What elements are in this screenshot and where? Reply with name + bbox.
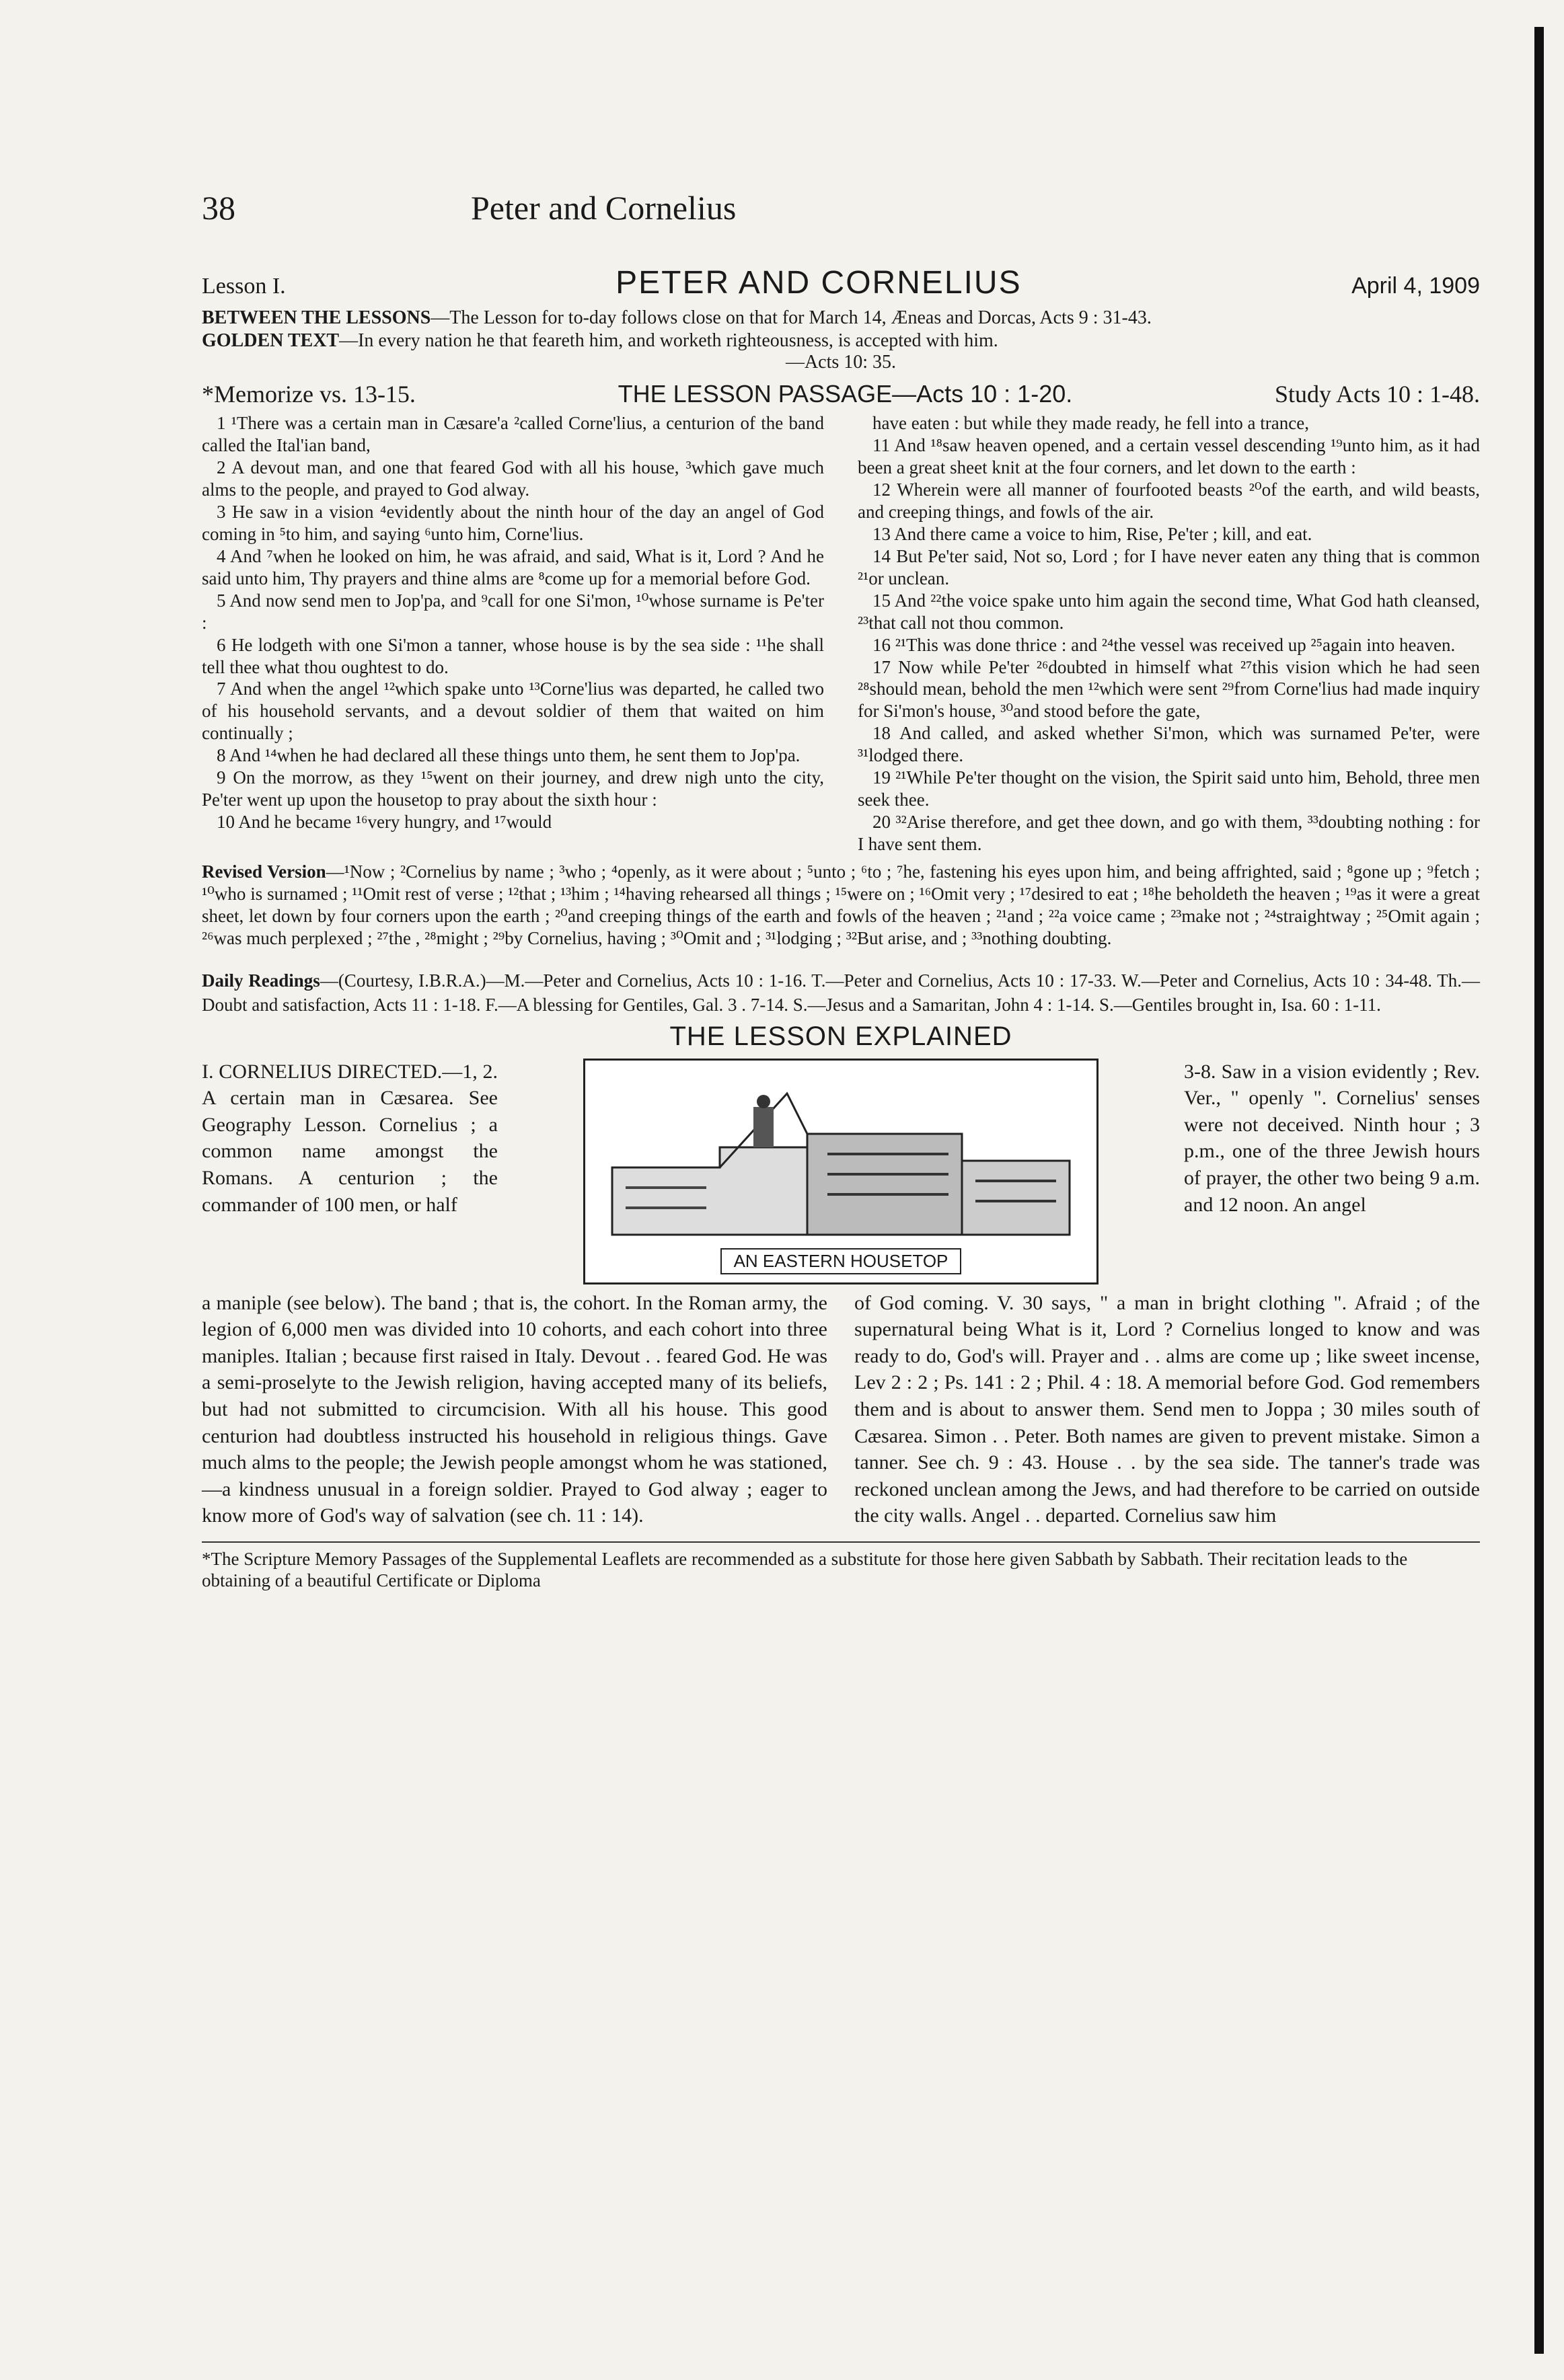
explained-right-bottom: of God coming. V. 30 says, " a man in bright clothing ". Afraid ; of the supernatural being What is it, Lord ? Cornelius longed to know and was ready to do, God's will. Prayer and . . alms are come up ; like sweet incense, Lev 2 : 2 ; Ps. 141 : 2 ; Phil. 4 : 18. A memorial before God. God remembers them and is about to answer them. Send men to Joppa ; 30 miles south of Cæsarea. Simon . . Peter. Both names are given to prevent mistake. Simon a tanner. See ch. 9 : 43. House . . by the sea side. The tanner's trade was reckoned unclean among the Jews, and had therefore to be carried on outside the city walls. Angel . . departed. Cornelius saw him (854, 1291, 1480, 1527)
explained-columns (202, 1290, 1480, 1529)
verse: 13 And there came a voice to him, Rise, Pe'ter ; kill, and eat. (872, 523, 1312, 544)
explained-top (202, 1059, 1480, 1290)
lesson-title: PETER AND CORNELIUS (616, 265, 1022, 301)
daily-label: Daily Readings (202, 970, 320, 991)
daily-text: —(Courtesy, I.B.R.A.)—M.—Peter and Cornelius, Acts 10 : 1-16. T.—Peter and Cornelius, Acts 10 : 17-33. W.—Peter and Cornelius, Acts 10 : 34-48. Th.—Doubt and satisfaction, Acts 11 : 1-18. F.—A blessing for Gentiles, Gal. 3 . 7-14. S.—Jesus and a Samaritan, John 4 : 1-14. S.—Gentiles brought in, Isa. 60 : 1-11. (202, 970, 1480, 1015)
golden-text-body: —In every nation he that feareth him, and worketh righteousness, is accepted with him. (339, 330, 998, 351)
running-head (202, 188, 1480, 227)
verse: 9 On the morrow, as they ¹⁵went on their journey, and drew nigh unto the city, Pe'ter went up upon the housetop to pray about the sixth hour : (202, 767, 824, 810)
lesson-date: April 4, 1909 (1351, 273, 1480, 299)
verse: 6 He lodgeth with one Si'mon a tanner, whose house is by the sea side : ¹¹he shall tell thee what thou oughtest to do. (202, 634, 824, 677)
memorize-note: *Memorize vs. 13-15. (202, 381, 416, 408)
footnote: *The Scripture Memory Passages of the Supplemental Leaflets are recommended as a substitute for those here given Sabbath by Sabbath. Their recitation leads to the obtaining of a beautiful Certificate or Diploma (202, 1541, 1480, 1592)
revised-text: —¹Now ; ²Cornelius by name ; ³who ; ⁴openly, as it were about ; ⁵unto ; ⁶to ; ⁷he, fastening his eyes upon him, and being affrighted, said ; ⁸gone up ; ⁹fetch ; ¹⁰who is surnamed ; ¹¹Omit rest of verse ; ¹²that ; ¹³him ; ¹⁴having rehearsed all things ; ¹⁵were on ; ¹⁶Omit very ; ¹⁷desired to eat ; ¹⁸he beholdeth the heaven ; ¹⁹as it were a great sheet, let down by four corners upon the earth ; ²⁰and creeping things of the earth and fowls of the heaven ; ²¹and ; ²²a voice came ; ²³make not ; ²⁴straightway ; ²⁵Omit again ; ²⁶was much perplexed ; ²⁷the , ²⁸might ; ²⁹by Cornelius, having ; ³⁰Omit and ; ³¹lodging ; ³²But arise, and ; ³³nothing doubting. (202, 861, 1480, 948)
verse: 10 And he became ¹⁶very hungry, and ¹⁷would (217, 812, 552, 833)
verse: 7 And when the angel ¹²which spake unto ¹³Corne'lius was departed, he called two of his household servants, and a devout soldier of them that waited on him continually ; (202, 679, 824, 744)
verse: 20 ³²Arise therefore, and get thee down, and go with them, ³³doubting nothing : for I have sent them. (858, 812, 1480, 854)
figure-caption: AN EASTERN HOUSETOP (720, 1248, 962, 1274)
explained-title: THE LESSON EXPLAINED (669, 1021, 1012, 1051)
between-lessons (202, 307, 1480, 330)
verse: 17 Now while Pe'ter ²⁶doubted in himself what ²⁷this vision which he had seen ²⁸should mean, behold the men ¹²which were sent ²⁹from Corne'lius had made inquiry for Si'mon's house, ³⁰and stood before the gate, (858, 656, 1480, 722)
verse: have eaten : but while they made ready, he fell into a trance, (872, 413, 1309, 434)
page-edge-bar (1534, 27, 1544, 2354)
explained-left-bottom: a maniple (see below). The band ; that is, the cohort. In the Roman army, the legion of 6,000 men was divided into 10 cohorts, and each cohort into three maniples. Italian ; because first raised in Italy. Devout . . feared God. He was a semi-proselyte to the Jewish religion, having accepted many of its beliefs, but had not submitted to circumcision. With all his house. This good centurion had doubtless instructed his household in religious things. Gave much alms to the people; the Jewish people amongst whom he was stationed,—a kindness unusual in a foreign soldier. Prayed to God alway ; eager to know more of God's way of salvation (see ch. 11 : 14). (202, 1291, 827, 1527)
running-title: Peter and Cornelius (471, 189, 737, 227)
housetop-figure (583, 1059, 1098, 1284)
verse: 19 ²¹While Pe'ter thought on the vision, the Spirit said unto him, Behold, three men seek thee. (858, 767, 1480, 810)
lesson-header (202, 264, 1480, 301)
page-number: 38 (202, 189, 235, 227)
verse: 8 And ¹⁴when he had declared all these things unto them, he sent them to Jop'pa. (217, 745, 800, 766)
revised-version (202, 861, 1480, 950)
verse: 2 A devout man, and one that feared God with all his house, ³which gave much alms to the people, and prayed to God alway. (202, 457, 824, 500)
verse: 14 But Pe'ter said, Not so, Lord ; for I have never eaten any thing that is common ²¹or unclean. (858, 545, 1480, 588)
lesson-label: Lesson I. (202, 274, 286, 299)
between-text: —The Lesson for to-day follows close on that for March 14, Æneas and Dorcas, Acts 9 : 31-43. (431, 307, 1152, 328)
verse: 4 And ⁷when he looked on him, he was afraid, and said, What is it, Lord ? And he said unto him, Thy prayers and thine alms are ⁸come up for a memorial before God. (202, 545, 824, 588)
between-label: BETWEEN THE LESSONS (202, 307, 431, 328)
verse: 5 And now send men to Jop'pa, and ⁹call for one Si'mon, ¹⁰whose surname is Pe'ter : (202, 590, 824, 633)
passage-columns (202, 412, 1480, 855)
study-note: Study Acts 10 : 1-48. (1274, 381, 1480, 408)
housetop-illustration (585, 1067, 1096, 1248)
figure-wrap (518, 1059, 1164, 1290)
verse: 12 Wherein were all manner of fourfooted beasts ²⁰of the earth, and wild beasts, and creeping things, and fowls of the air. (858, 479, 1480, 522)
explained-right-top: 3-8. Saw in a vision evidently ; Rev. Ver., " openly ". Cornelius' senses were not deceived. Ninth hour ; 3 p.m., one of the three Jewish hours of prayer, the other two being 9 a.m. and 12 noon. An angel (1184, 1060, 1480, 1216)
page (202, 188, 1480, 1592)
verse: 3 He saw in a vision ⁴evidently about the ninth hour of the day an angel of God coming in ⁵to him, and saying ⁶unto him, Corne'lius. (202, 501, 824, 544)
daily-readings (202, 968, 1480, 1018)
verse: 15 And ²²the voice spake unto him again the second time, What God hath cleansed, ²³that call not thou common. (858, 590, 1480, 633)
verses-right-column (858, 412, 1480, 855)
explained-left-top: I. CORNELIUS DIRECTED.—1, 2. A certain man in Cæsarea. See Geography Lesson. Cornelius ; a common name amongst the Romans. A centurion ; the commander of 100 men, or half (202, 1060, 498, 1216)
golden-label: GOLDEN TEXT (202, 330, 340, 351)
verse: 11 And ¹⁸saw heaven opened, and a certain vessel descending ¹⁹unto him, as it had been a great sheet knit at the four corners, and let down to the earth : (858, 435, 1480, 478)
verse: 18 And called, and asked whether Si'mon, which was surnamed Pe'ter, were ³¹lodged there. (858, 723, 1480, 766)
verse: 16 ²¹This was done thrice : and ²⁴the vessel was received up ²⁵again into heaven. (872, 634, 1456, 655)
revised-label: Revised Version (202, 861, 326, 882)
verses-left-column (202, 412, 824, 855)
verse: 1 ¹There was a certain man in Cæsare'a ²called Corne'lius, a centurion of the band called the Ital'ian band, (202, 413, 824, 456)
passage-title: THE LESSON PASSAGE—Acts 10 : 1-20. (618, 380, 1073, 408)
passage-header (202, 380, 1480, 408)
golden-text (202, 330, 1480, 352)
golden-ref: —Acts 10: 35. (785, 352, 897, 373)
